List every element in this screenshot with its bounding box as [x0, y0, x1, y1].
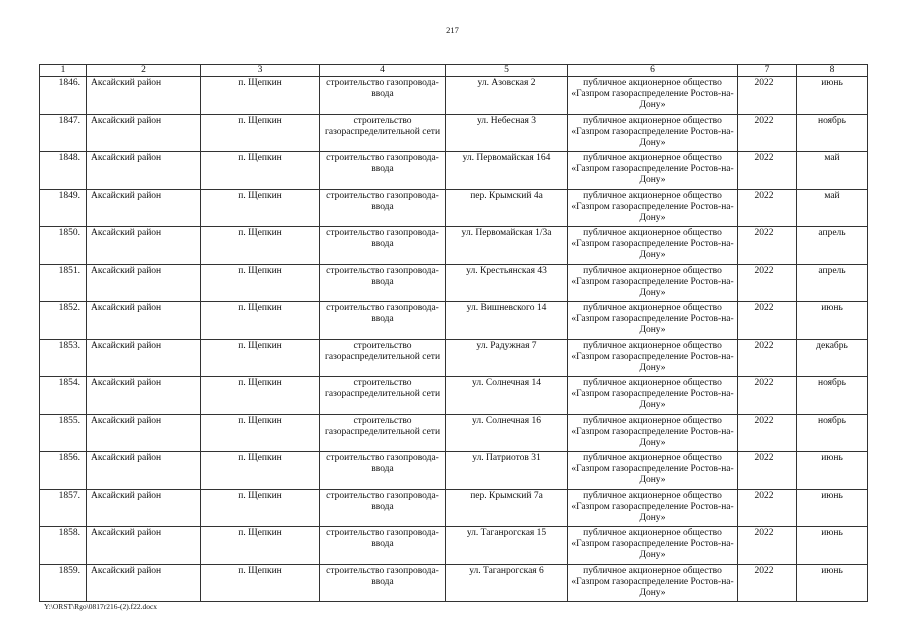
column-header: 5 — [446, 65, 568, 77]
table-row — [40, 264, 868, 302]
column-header: 3 — [201, 65, 320, 77]
work-type-cell: строительство газораспределительной сети — [320, 339, 446, 377]
settlement-cell: п. Щепкин — [201, 114, 320, 152]
settlement-cell: п. Щепкин — [201, 189, 320, 227]
settlement-cell: п. Щепкин — [201, 152, 320, 190]
district-cell: Аксайский район — [87, 189, 201, 227]
row-number-cell: 1851. — [40, 264, 87, 302]
address-cell: ул. Патриотов 31 — [446, 452, 568, 490]
address-cell: пер. Крымский 7а — [446, 489, 568, 527]
year-cell: 2022 — [738, 377, 797, 415]
work-type-cell: строительство газопровода-ввода — [320, 564, 446, 602]
organization-cell: публичное акционерное общество «Газпром газораспределение Ростов-на-Дону» — [568, 114, 738, 152]
district-cell: Аксайский район — [87, 227, 201, 265]
address-cell: ул. Первомайская 1/3а — [446, 227, 568, 265]
month-cell: июнь — [797, 489, 868, 527]
district-cell: Аксайский район — [87, 152, 201, 190]
month-cell: июнь — [797, 564, 868, 602]
month-cell: июнь — [797, 302, 868, 340]
settlement-cell: п. Щепкин — [201, 452, 320, 490]
work-type-cell: строительство газопровода-ввода — [320, 264, 446, 302]
column-header: 2 — [87, 65, 201, 77]
year-cell: 2022 — [738, 564, 797, 602]
table-row — [40, 114, 868, 152]
page-number: 217 — [446, 25, 459, 35]
address-cell: пер. Крымский 4а — [446, 189, 568, 227]
table-row — [40, 339, 868, 377]
organization-cell: публичное акционерное общество «Газпром газораспределение Ростов-на-Дону» — [568, 452, 738, 490]
year-cell: 2022 — [738, 152, 797, 190]
settlement-cell: п. Щепкин — [201, 227, 320, 265]
settlement-cell: п. Щепкин — [201, 77, 320, 115]
organization-cell: публичное акционерное общество «Газпром газораспределение Ростов-на-Дону» — [568, 414, 738, 452]
table-row — [40, 452, 868, 490]
year-cell: 2022 — [738, 77, 797, 115]
district-cell: Аксайский район — [87, 339, 201, 377]
work-type-cell: строительство газопровода-ввода — [320, 189, 446, 227]
row-number-cell: 1859. — [40, 564, 87, 602]
row-number-cell: 1848. — [40, 152, 87, 190]
row-number-cell: 1857. — [40, 489, 87, 527]
address-cell: ул. Солнечная 16 — [446, 414, 568, 452]
district-cell: Аксайский район — [87, 564, 201, 602]
settlement-cell: п. Щепкин — [201, 527, 320, 565]
table-row — [40, 302, 868, 340]
year-cell: 2022 — [738, 227, 797, 265]
district-cell: Аксайский район — [87, 527, 201, 565]
data-table — [39, 64, 868, 602]
year-cell: 2022 — [738, 414, 797, 452]
settlement-cell: п. Щепкин — [201, 302, 320, 340]
month-cell: декабрь — [797, 339, 868, 377]
month-cell: май — [797, 189, 868, 227]
table-row — [40, 527, 868, 565]
row-number-cell: 1856. — [40, 452, 87, 490]
work-type-cell: строительство газопровода-ввода — [320, 489, 446, 527]
work-type-cell: строительство газораспределительной сети — [320, 414, 446, 452]
work-type-cell: строительство газопровода-ввода — [320, 227, 446, 265]
column-header: 8 — [797, 65, 868, 77]
year-cell: 2022 — [738, 189, 797, 227]
row-number-cell: 1855. — [40, 414, 87, 452]
district-cell: Аксайский район — [87, 489, 201, 527]
year-cell: 2022 — [738, 114, 797, 152]
settlement-cell: п. Щепкин — [201, 564, 320, 602]
address-cell: ул. Солнечная 14 — [446, 377, 568, 415]
month-cell: июнь — [797, 77, 868, 115]
address-cell: ул. Радужная 7 — [446, 339, 568, 377]
district-cell: Аксайский район — [87, 452, 201, 490]
year-cell: 2022 — [738, 264, 797, 302]
work-type-cell: строительство газопровода-ввода — [320, 452, 446, 490]
address-cell: ул. Таганрогская 15 — [446, 527, 568, 565]
work-type-cell: строительство газопровода-ввода — [320, 152, 446, 190]
table-row — [40, 77, 868, 115]
month-cell: ноябрь — [797, 114, 868, 152]
settlement-cell: п. Щепкин — [201, 339, 320, 377]
organization-cell: публичное акционерное общество «Газпром газораспределение Ростов-на-Дону» — [568, 489, 738, 527]
year-cell: 2022 — [738, 302, 797, 340]
work-type-cell: строительство газопровода-ввода — [320, 77, 446, 115]
organization-cell: публичное акционерное общество «Газпром газораспределение Ростов-на-Дону» — [568, 377, 738, 415]
organization-cell: публичное акционерное общество «Газпром газораспределение Ростов-на-Дону» — [568, 339, 738, 377]
address-cell: ул. Вишневского 14 — [446, 302, 568, 340]
district-cell: Аксайский район — [87, 414, 201, 452]
address-cell: ул. Таганрогская 6 — [446, 564, 568, 602]
organization-cell: публичное акционерное общество «Газпром газораспределение Ростов-на-Дону» — [568, 77, 738, 115]
district-cell: Аксайский район — [87, 77, 201, 115]
district-cell: Аксайский район — [87, 377, 201, 415]
column-header: 4 — [320, 65, 446, 77]
row-number-cell: 1847. — [40, 114, 87, 152]
month-cell: июнь — [797, 527, 868, 565]
address-cell: ул. Небесная 3 — [446, 114, 568, 152]
district-cell: Аксайский район — [87, 302, 201, 340]
row-number-cell: 1858. — [40, 527, 87, 565]
work-type-cell: строительство газораспределительной сети — [320, 377, 446, 415]
organization-cell: публичное акционерное общество «Газпром газораспределение Ростов-на-Дону» — [568, 527, 738, 565]
address-cell: ул. Крестьянская 43 — [446, 264, 568, 302]
row-number-cell: 1849. — [40, 189, 87, 227]
district-cell: Аксайский район — [87, 114, 201, 152]
month-cell: ноябрь — [797, 414, 868, 452]
table-row — [40, 377, 868, 415]
row-number-cell: 1854. — [40, 377, 87, 415]
settlement-cell: п. Щепкин — [201, 414, 320, 452]
organization-cell: публичное акционерное общество «Газпром газораспределение Ростов-на-Дону» — [568, 564, 738, 602]
table-row — [40, 564, 868, 602]
row-number-cell: 1850. — [40, 227, 87, 265]
work-type-cell: строительство газопровода-ввода — [320, 302, 446, 340]
year-cell: 2022 — [738, 452, 797, 490]
column-header: 7 — [738, 65, 797, 77]
organization-cell: публичное акционерное общество «Газпром газораспределение Ростов-на-Дону» — [568, 189, 738, 227]
row-number-cell: 1852. — [40, 302, 87, 340]
row-number-cell: 1853. — [40, 339, 87, 377]
year-cell: 2022 — [738, 489, 797, 527]
work-type-cell: строительство газораспределительной сети — [320, 114, 446, 152]
table-row — [40, 152, 868, 190]
table-row — [40, 414, 868, 452]
month-cell: ноябрь — [797, 377, 868, 415]
month-cell: апрель — [797, 227, 868, 265]
year-cell: 2022 — [738, 339, 797, 377]
organization-cell: публичное акционерное общество «Газпром газораспределение Ростов-на-Дону» — [568, 227, 738, 265]
settlement-cell: п. Щепкин — [201, 377, 320, 415]
settlement-cell: п. Щепкин — [201, 264, 320, 302]
district-cell: Аксайский район — [87, 264, 201, 302]
table-row — [40, 227, 868, 265]
settlement-cell: п. Щепкин — [201, 489, 320, 527]
address-cell: ул. Первомайская 164 — [446, 152, 568, 190]
month-cell: апрель — [797, 264, 868, 302]
table-row — [40, 189, 868, 227]
year-cell: 2022 — [738, 527, 797, 565]
table-body — [40, 77, 868, 602]
organization-cell: публичное акционерное общество «Газпром газораспределение Ростов-на-Дону» — [568, 152, 738, 190]
table-row — [40, 489, 868, 527]
month-cell: май — [797, 152, 868, 190]
column-header: 1 — [40, 65, 87, 77]
work-type-cell: строительство газопровода-ввода — [320, 527, 446, 565]
header-row — [40, 65, 868, 77]
organization-cell: публичное акционерное общество «Газпром газораспределение Ростов-на-Дону» — [568, 302, 738, 340]
row-number-cell: 1846. — [40, 77, 87, 115]
address-cell: ул. Азовская 2 — [446, 77, 568, 115]
organization-cell: публичное акционерное общество «Газпром газораспределение Ростов-на-Дону» — [568, 264, 738, 302]
month-cell: июнь — [797, 452, 868, 490]
column-header: 6 — [568, 65, 738, 77]
footer-file-path: Y:\ORST\Rgo\0817r216-(2).f22.docx — [44, 602, 158, 611]
